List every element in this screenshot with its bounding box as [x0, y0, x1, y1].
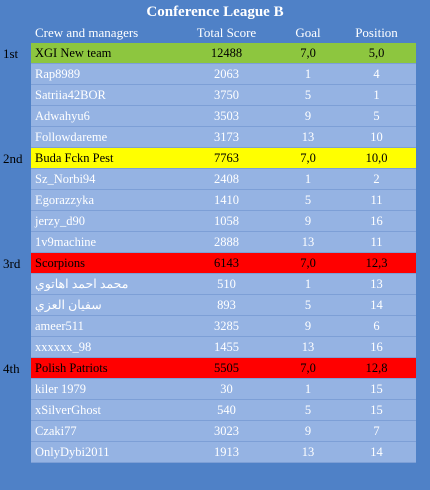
goal: 5	[304, 192, 312, 207]
header-score: Total Score	[196, 24, 257, 40]
position: 11	[370, 234, 383, 249]
member-name: Sz_Norbi94	[35, 171, 96, 186]
total-score: 3750	[214, 87, 239, 102]
goal: 7,0	[300, 360, 316, 375]
total-score: 30	[220, 381, 233, 396]
member-row	[31, 64, 416, 85]
total-score: 893	[217, 297, 236, 312]
member-name: محمد احمد اهاتوي	[35, 277, 129, 291]
member-row	[31, 421, 416, 442]
total-score: 1058	[214, 213, 239, 228]
goal: 5	[304, 402, 312, 417]
position: 11	[370, 192, 383, 207]
total-score: 3285	[214, 318, 239, 333]
rank-label: 1st	[3, 46, 19, 61]
member-row	[31, 295, 416, 316]
team-row	[31, 148, 416, 169]
team-row	[31, 253, 416, 274]
rank-label: 3rd	[3, 256, 21, 271]
total-score: 2408	[214, 171, 239, 186]
member-row	[31, 127, 416, 148]
member-name: Adwahyu6	[35, 108, 90, 123]
position: 4	[373, 66, 380, 81]
position: 12,8	[365, 360, 388, 375]
team-row	[31, 43, 416, 64]
total-score: 3173	[214, 129, 239, 144]
goal: 7,0	[300, 150, 316, 165]
league-title: Conference League B	[146, 4, 284, 20]
position: 14	[370, 444, 383, 459]
member-row	[31, 85, 416, 106]
position: 13	[370, 276, 383, 291]
position: 5	[373, 108, 380, 123]
header-name: Crew and managers	[35, 24, 139, 40]
total-score: 510	[217, 276, 236, 291]
member-name: Egorazzyka	[35, 192, 94, 207]
goal: 9	[304, 318, 312, 333]
goal: 13	[301, 444, 315, 459]
total-score: 3023	[214, 423, 239, 438]
total-score: 3503	[214, 108, 239, 123]
member-name: سفيان العزي	[35, 298, 102, 312]
position: 7	[373, 423, 380, 438]
total-score: 1913	[214, 444, 239, 459]
goal: 1	[304, 171, 312, 186]
member-name: xxxxxx_98	[35, 339, 92, 354]
goal: 9	[304, 108, 312, 123]
position: 10,0	[365, 150, 388, 165]
member-name: OnlyDybi2011	[35, 444, 110, 459]
header-position: Position	[355, 24, 398, 40]
rank-label: 2nd	[3, 151, 23, 166]
member-row	[31, 400, 416, 421]
position: 16	[370, 339, 383, 354]
goal: 13	[301, 234, 315, 249]
header-goal: Goal	[295, 24, 321, 40]
member-row	[31, 316, 416, 337]
total-score: 5505	[214, 360, 239, 375]
position: 16	[370, 213, 383, 228]
member-name: Followdareme	[35, 129, 108, 144]
position: 6	[373, 318, 380, 333]
member-row	[31, 190, 416, 211]
total-score: 2063	[214, 66, 239, 81]
goal: 5	[304, 87, 312, 102]
member-name: xSilverGhost	[35, 402, 101, 417]
team-name: Scorpions	[35, 255, 85, 270]
position: 14	[370, 297, 383, 312]
total-score: 1410	[214, 192, 239, 207]
goal: 1	[304, 66, 312, 81]
member-name: kiler 1979	[35, 381, 87, 396]
position: 15	[370, 381, 383, 396]
goal: 7,0	[300, 45, 316, 60]
total-score: 12488	[210, 45, 243, 60]
member-row	[31, 169, 416, 190]
member-row	[31, 442, 416, 463]
goal: 13	[301, 129, 315, 144]
total-score: 1455	[214, 339, 239, 354]
table-header	[31, 22, 416, 43]
goal: 9	[304, 213, 312, 228]
member-name: Rap8989	[35, 66, 81, 81]
position: 15	[370, 402, 383, 417]
member-row	[31, 106, 416, 127]
member-row	[31, 379, 416, 400]
goal: 13	[301, 339, 315, 354]
team-name: XGI New team	[35, 45, 112, 60]
member-name: Czaki77	[35, 423, 77, 438]
goal: 9	[304, 423, 312, 438]
total-score: 7763	[214, 150, 239, 165]
position: 5,0	[368, 45, 385, 60]
team-name: Buda Fckn Pest	[35, 150, 114, 165]
total-score: 540	[217, 402, 236, 417]
position: 2	[373, 171, 380, 186]
team-name: Polish Patriots	[35, 360, 108, 375]
rank-label: 4th	[3, 361, 20, 376]
position: 10	[370, 129, 383, 144]
member-row	[31, 232, 416, 253]
goal: 1	[304, 381, 312, 396]
member-row	[31, 337, 416, 358]
member-name: Satriia42BOR	[35, 87, 106, 102]
goal: 1	[304, 276, 312, 291]
standings-table	[31, 22, 416, 463]
total-score: 2888	[214, 234, 239, 249]
member-name: jerzy_d90	[35, 213, 85, 228]
position: 1	[373, 87, 380, 102]
total-score: 6143	[214, 255, 239, 270]
member-row	[31, 211, 416, 232]
position: 12,3	[365, 255, 388, 270]
member-row	[31, 274, 416, 295]
member-name: 1v9machine	[35, 234, 97, 249]
goal: 5	[304, 297, 312, 312]
team-row	[31, 358, 416, 379]
goal: 7,0	[300, 255, 316, 270]
member-name: ameer511	[35, 318, 84, 333]
